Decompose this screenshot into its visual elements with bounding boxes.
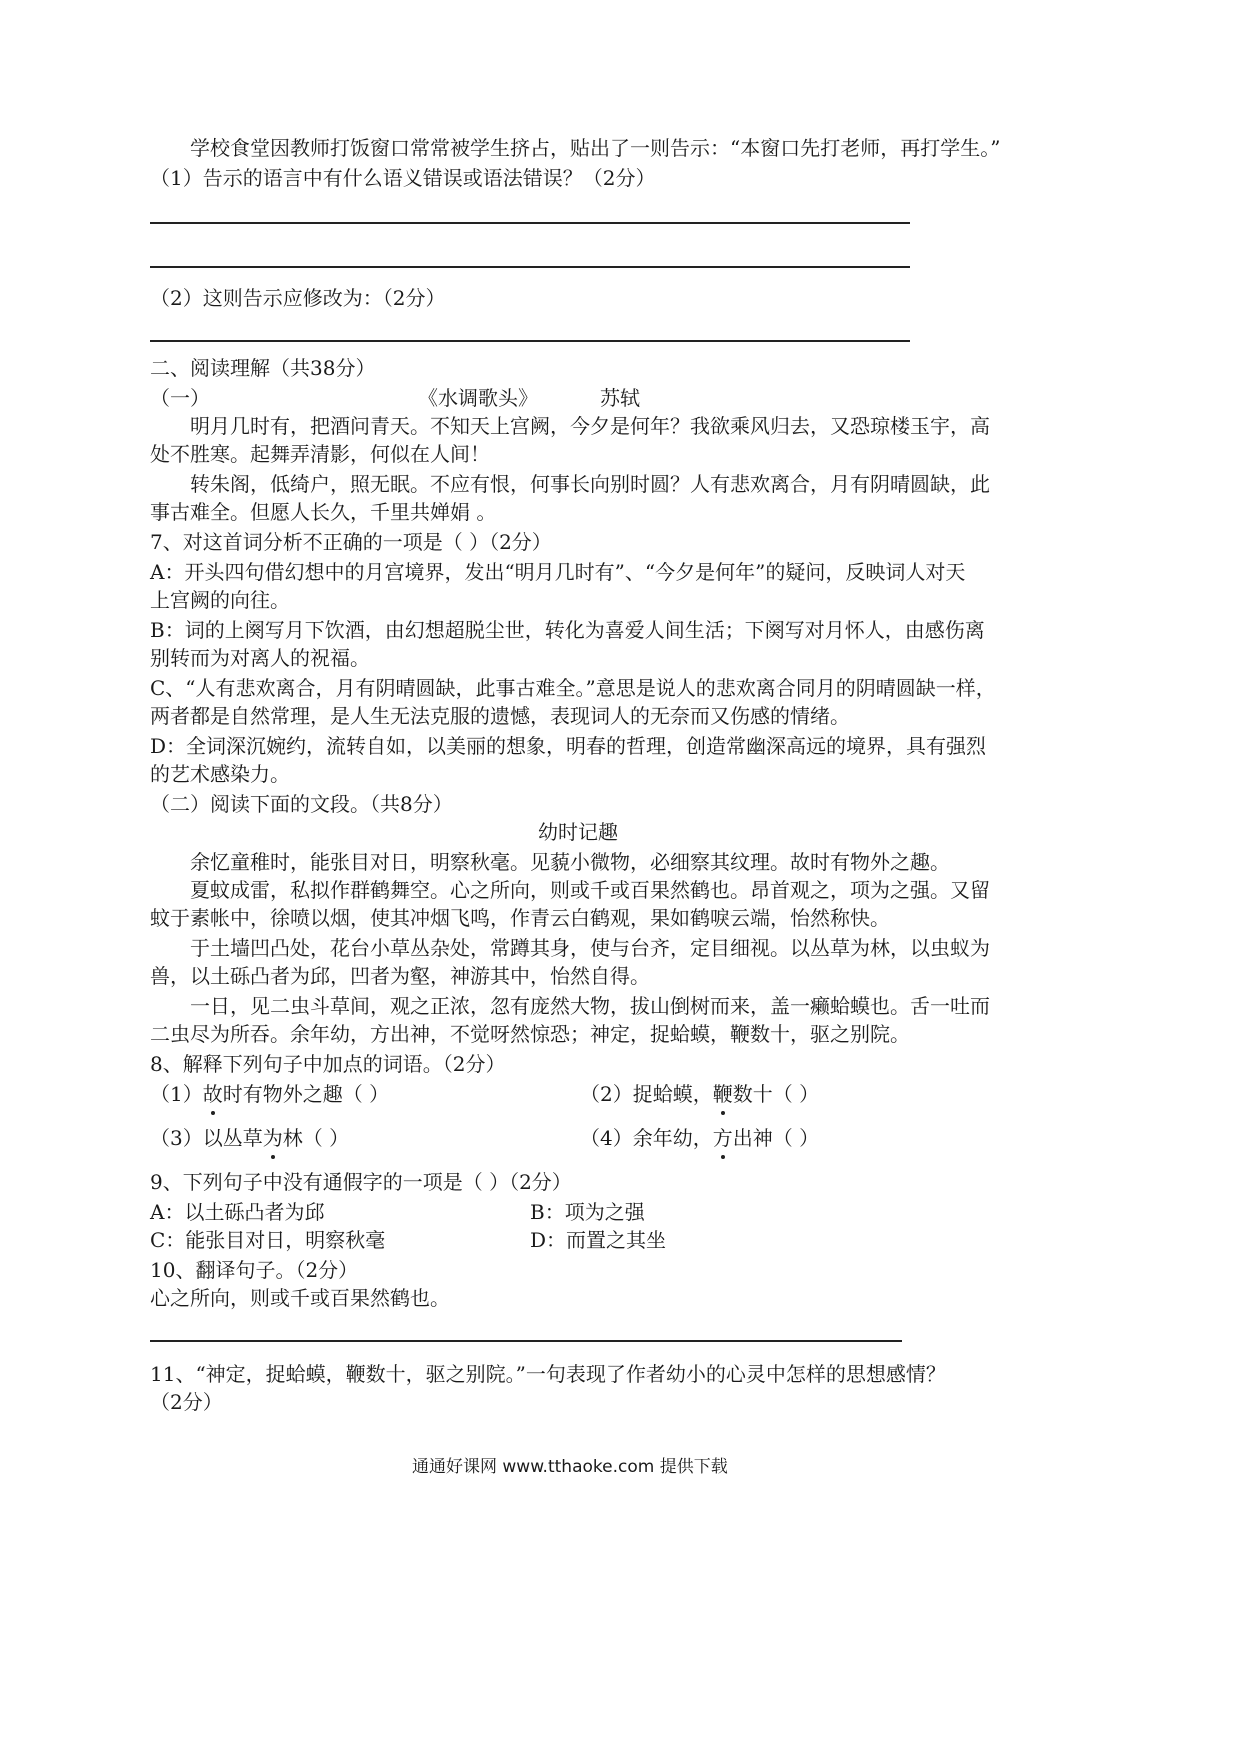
q8-item-3: （3）以丛草为林（ ）: [150, 1126, 350, 1150]
passage-line: 一日，见二虫斗草间，观之正浓，忽有庞然大物，拔山倒树而来，盖一癞蛤蟆也。舌一吐而: [190, 994, 990, 1018]
poem-line: 事古难全。但愿人长久，千里共婵娟 。: [150, 500, 497, 524]
poem-title: 《水调歌头》: [418, 386, 538, 410]
passage-line: 余忆童稚时，能张目对日，明察秋毫。见藐小微物，必细察其纹理。故时有物外之趣。: [190, 850, 950, 874]
dotted-word: 故: [202, 1082, 223, 1106]
notice-text: 学校食堂因教师打饭窗口常常被学生挤占，贴出了一则告示：“本窗口先打老师，再打学生。”: [190, 136, 1001, 160]
dotted-word: 鞭: [712, 1082, 733, 1106]
question-11: 11、“神定，捉蛤蟆，鞭数十，驱之别院。”一句表现了作者幼小的心灵中怎样的思想感情？: [150, 1362, 946, 1386]
section-title: 二、阅读理解（共38分）: [150, 356, 376, 380]
poem-line: 处不胜寒。起舞弄清影，何似在人间！: [150, 442, 490, 466]
option-b-cont: 别转而为对离人的祝福。: [150, 646, 370, 670]
part-label: （二）阅读下面的文段。（共8分）: [150, 792, 453, 816]
page-footer: 通通好课网 www.tthaoke.com 提供下载: [412, 1457, 728, 1477]
passage-line: 二虫尽为所吞。余年幼，方出神，不觉呀然惊恐；神定，捉蛤蟆，鞭数十，驱之别院。: [150, 1022, 910, 1046]
question-8: 8、解释下列句子中加点的词语。（2分）: [150, 1052, 506, 1076]
answer-line[interactable]: [150, 340, 910, 342]
poem-line: 转朱阁，低绮户，照无眠。不应有恨，何事长向别时圆？人有悲欢离合，月有阴晴圆缺，此: [190, 472, 990, 496]
option-c: C、“人有悲欢离合，月有阴晴圆缺，此事古难全。”意思是说人的悲欢离合同月的阴晴圆缺一样，: [150, 676, 996, 700]
question-10: 10、翻译句子。（2分）: [150, 1258, 359, 1282]
option-a-cont: 上宫阙的向往。: [150, 588, 290, 612]
passage-line: 蚊于素帐中，徐喷以烟，使其冲烟飞鸣，作青云白鹤观，果如鹤唳云端，怡然称快。: [150, 906, 890, 930]
option-c-cont: 两者都是自然常理，是人生无法克服的遗憾，表现词人的无奈而又伤感的情绪。: [150, 704, 850, 728]
question-notice-2: （2）这则告示应修改为：（2分）: [150, 286, 446, 310]
question-7: 7、对这首词分析不正确的一项是（ ）（2分）: [150, 530, 552, 554]
answer-line[interactable]: [150, 222, 910, 224]
passage-line: 于土墙凹凸处，花台小草丛杂处，常蹲其身，使与台齐，定目细视。以丛草为林，以虫蚁为: [190, 936, 990, 960]
part-label: （一）: [150, 386, 210, 410]
question-9: 9、下列句子中没有通假字的一项是（ ）（2分）: [150, 1170, 572, 1194]
option-d: D：全词深沉婉约，流转自如，以美丽的想象，明春的哲理，创造常幽深高远的境界，具有强烈: [150, 734, 987, 758]
option-b: B：词的上阕写月下饮酒，由幻想超脱尘世，转化为喜爱人间生活；下阕写对月怀人，由感伤离: [150, 618, 985, 642]
answer-line[interactable]: [150, 1340, 902, 1342]
option-a: A：以土砾凸者为邱: [150, 1200, 325, 1224]
poem-line: 明月几时有，把酒问青天。不知天上宫阙，今夕是何年？我欲乘风归去，又恐琼楼玉宇，高: [190, 414, 990, 438]
dotted-word: 方: [712, 1126, 733, 1150]
option-a: A：开头四句借幻想中的月宫境界，发出“明月几时有”、“今夕是何年”的疑问，反映词人对天: [150, 560, 966, 584]
q8-item-1: （1）故时有物外之趣（ ）: [150, 1082, 390, 1106]
dotted-word: 为: [262, 1126, 283, 1150]
option-c: C：能张目对日，明察秋毫: [150, 1228, 386, 1252]
passage-line: 兽，以土砾凸者为邱，凹者为壑，神游其中，怡然自得。: [150, 964, 650, 988]
q8-item-2: （2）捉蛤蟆，鞭数十（ ）: [580, 1082, 820, 1106]
option-d: D：而置之其坐: [530, 1228, 667, 1252]
answer-line[interactable]: [150, 266, 910, 268]
q8-item-4: （4）余年幼，方出神（ ）: [580, 1126, 820, 1150]
translate-sentence: 心之所向，则或千或百果然鹤也。: [150, 1286, 450, 1310]
question-11-points: （2分）: [150, 1390, 223, 1414]
passage-title: 幼时记趣: [538, 820, 618, 844]
passage-line: 夏蚊成雷，私拟作群鹤舞空。心之所向，则或千或百果然鹤也。昂首观之，项为之强。又留: [190, 878, 990, 902]
option-d-cont: 的艺术感染力。: [150, 762, 290, 786]
question-notice-1: （1）告示的语言中有什么语义错误或语法错误？（2分）: [150, 166, 656, 190]
poem-author: 苏轼: [600, 386, 640, 410]
option-b: B：项为之强: [530, 1200, 645, 1224]
